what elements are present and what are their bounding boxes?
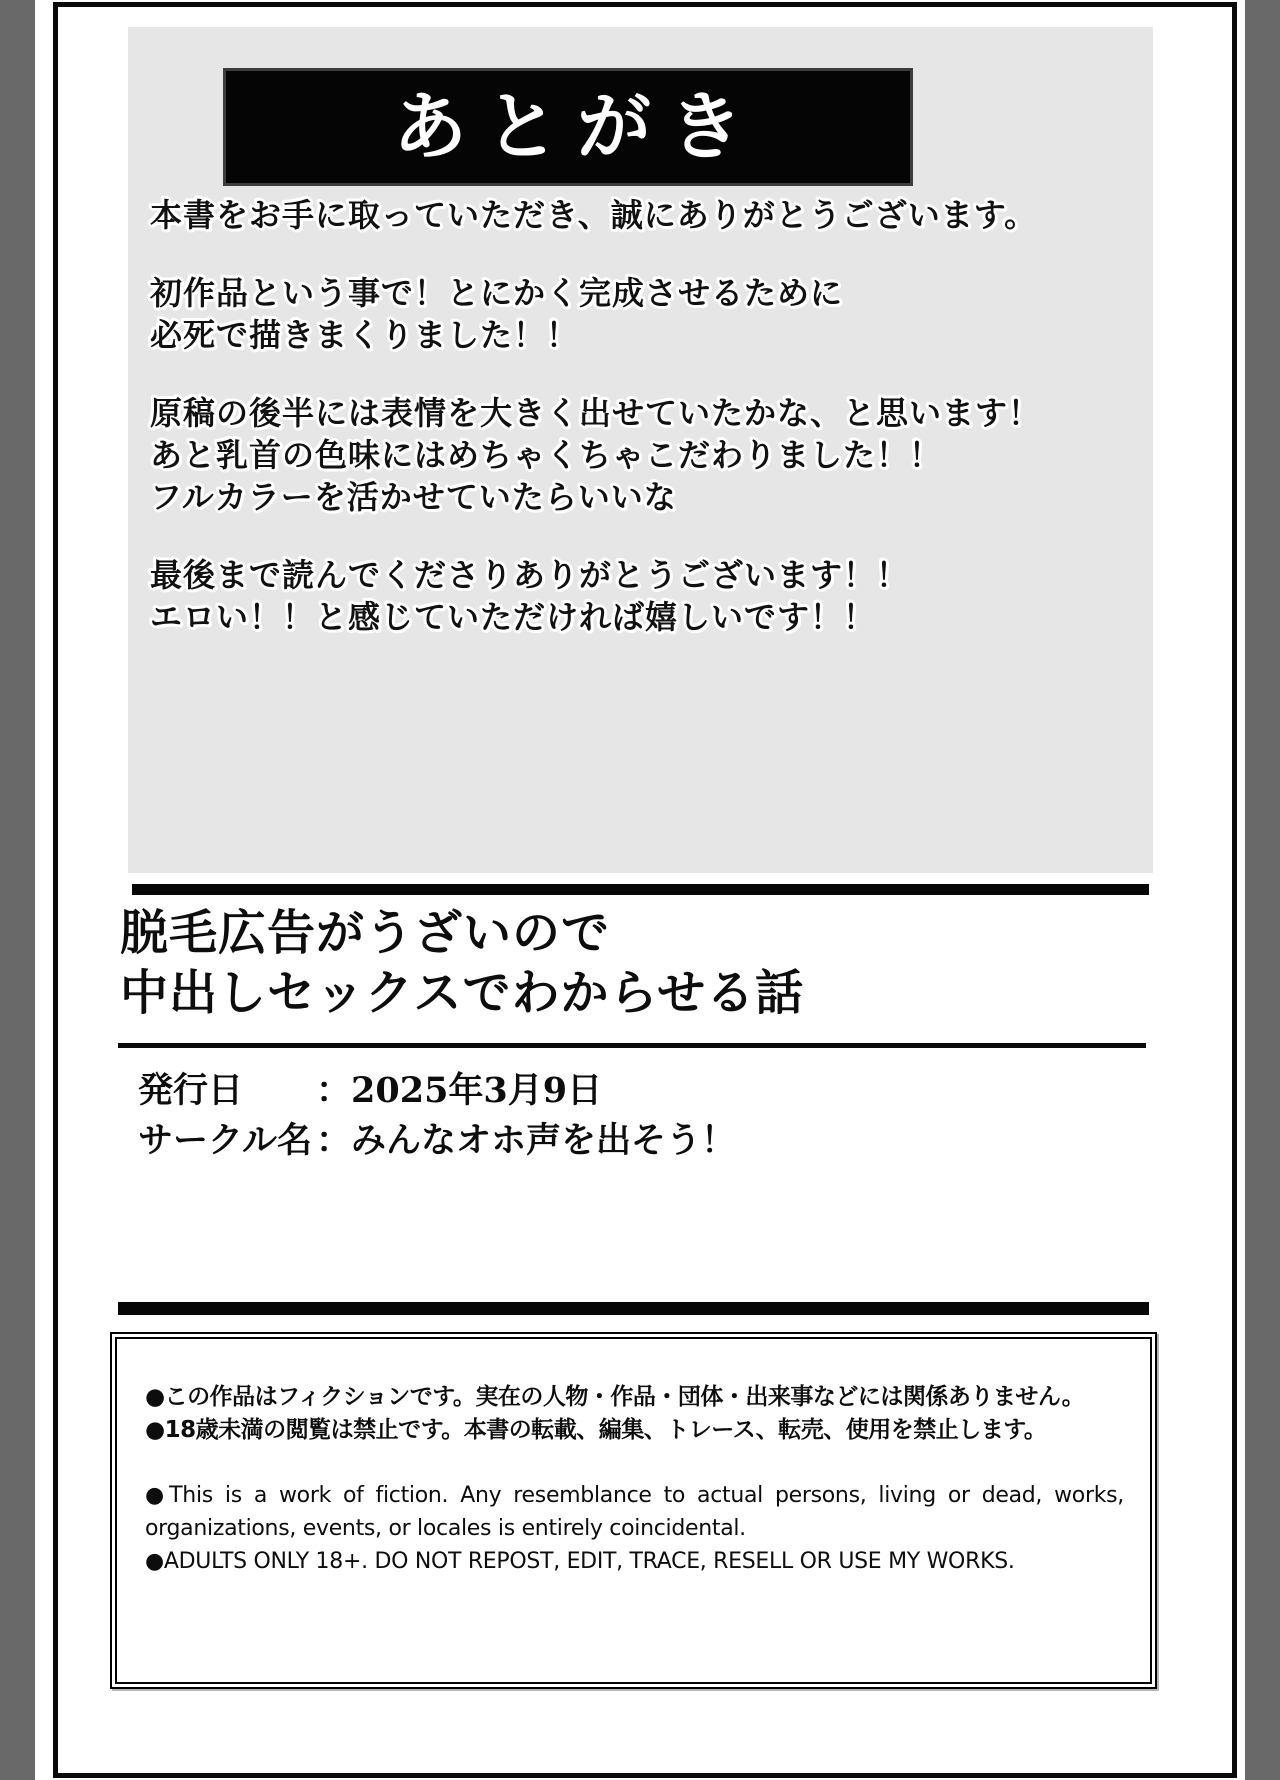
afterword-paragraph-3	[150, 392, 1135, 518]
disclaimer-jp-line-2: ●18歳未満の閲覧は禁止です。本書の転載、編集、トレース、転売、使用を禁止します。	[145, 1417, 1047, 1443]
text-line: 初作品という事で！とにかく完成させるために	[150, 274, 844, 312]
publication-separator: ：	[316, 1070, 352, 1111]
publication-row-circle	[138, 1116, 736, 1166]
publication-label: サークル名	[138, 1120, 312, 1161]
publication-info	[138, 1066, 736, 1166]
work-title-line-2: 中出しセックスでわからせる話	[120, 965, 805, 1021]
work-title-line-1: 脱毛広告がうざいので	[120, 905, 611, 961]
afterword-body	[150, 194, 1135, 674]
section-divider-bar-bottom	[118, 1302, 1149, 1315]
text-line: 本書をお手に取っていただき、誠にありがとうございます。	[150, 196, 1038, 234]
afterword-paragraph-4	[150, 554, 1135, 638]
text-line: エロい！！と感じていただければ嬉しいです！！	[150, 598, 877, 636]
text-line: 必死で描きまくりました！！	[150, 316, 580, 354]
title-underline-rule	[118, 1043, 1146, 1048]
text-line: フルカラーを活かせていたらいいな	[150, 478, 677, 516]
afterword-paragraph-1	[150, 194, 1135, 236]
disclaimer-box	[110, 1332, 1157, 1689]
publication-separator: ：	[316, 1120, 352, 1161]
text-line: あと乳首の色味にはめちゃくちゃこだわりました！！	[150, 436, 943, 474]
publication-label: 発行日	[138, 1070, 244, 1111]
disclaimer-en-adults-only: ●ADULTS ONLY 18+. DO NOT REPOST, EDIT, TRACE, RESELL OR USE MY WORKS.	[145, 1549, 1015, 1574]
afterword-panel	[128, 27, 1153, 873]
publication-value: 2025年3月9日	[351, 1070, 603, 1111]
disclaimer-en-fiction: ●This is a work of fiction. Any resemblance to actual persons, living or dead, works, organizations, events, or locales is entirely coincidental.	[145, 1483, 1124, 1541]
disclaimer-jp-line-1: ●この作品はフィクションです。実在の人物・作品・団体・出来事などには関係ありません。	[145, 1384, 1085, 1410]
publication-value: みんなオホ声を出そう！	[351, 1120, 737, 1161]
publication-row-date	[138, 1066, 736, 1116]
work-title	[120, 903, 804, 1023]
afterword-header-box	[223, 68, 913, 186]
afterword-title: あとがき	[393, 84, 761, 170]
text-line: 最後まで読んでくださりありがとうございます！！	[150, 556, 910, 594]
afterword-paragraph-2	[150, 272, 1135, 356]
section-divider-bar-top	[132, 884, 1149, 895]
text-line: 原稿の後半には表情を大きく出せていたかな、と思います！	[150, 394, 1042, 432]
